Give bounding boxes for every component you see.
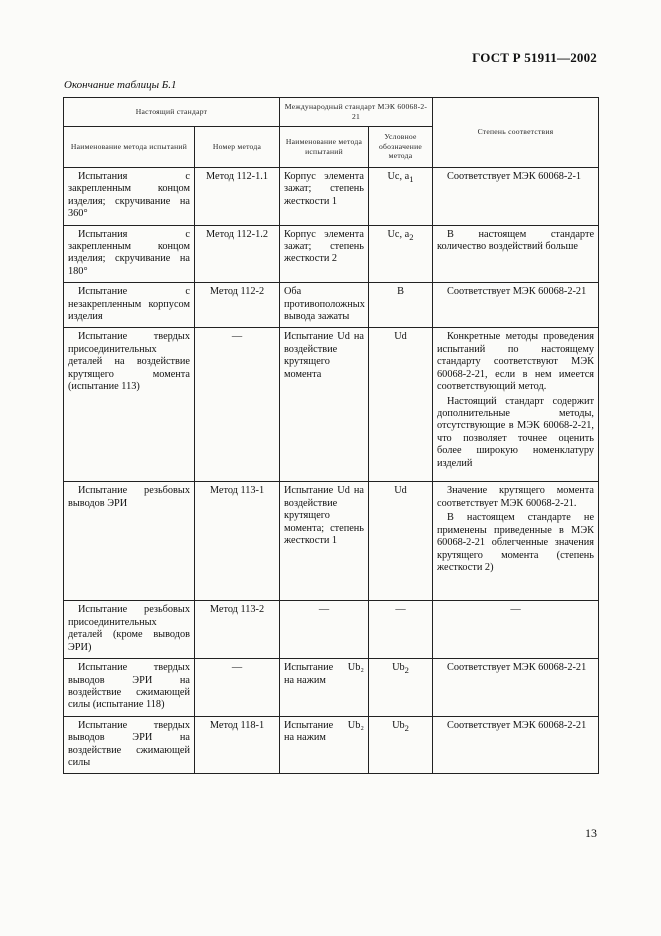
- correspondence-cell: [433, 283, 599, 328]
- method-symbol-cell: [369, 225, 433, 283]
- method-name-cell: Испытание с незакрепленным корпусом изделия: [64, 283, 195, 328]
- correspondence-cell: [433, 482, 599, 601]
- method-symbol: Ud: [394, 331, 407, 343]
- iec-method-name-cell: —: [280, 601, 369, 659]
- correspondence-text: В настоящем стандарте количество воздействий больше: [437, 228, 595, 253]
- method-symbol: Ud: [394, 485, 407, 497]
- method-symbol: —: [395, 604, 406, 616]
- correspondence-text: Соответствует МЭК 60068-2-21: [447, 719, 587, 731]
- iec-method-name-cell: Испытание Ub₂ на нажим: [280, 716, 369, 774]
- table-row: [64, 283, 599, 328]
- method-symbol: Uc, a: [387, 171, 410, 182]
- method-symbol-subscript: 1: [409, 174, 414, 185]
- method-name-cell: Испытания с закрепленным концом изделия; скручивание на 360°: [64, 168, 195, 226]
- method-number-cell: Метод 113-2: [195, 601, 280, 659]
- table-row: [64, 168, 599, 226]
- comparison-table: [63, 97, 599, 774]
- correspondence-cell: [433, 328, 599, 482]
- iec-method-name-cell: Испытание Ud на воздействие крутящего момента: [280, 328, 369, 482]
- method-symbol-subscript: 2: [404, 665, 409, 676]
- method-name-cell: Испытание резьбовых выводов ЭРИ: [64, 482, 195, 601]
- page-number: 13: [585, 826, 597, 840]
- method-symbol: Uc, a: [387, 228, 410, 240]
- table-row: [64, 225, 599, 283]
- method-name-cell: Испытания с закрепленным концом изделия; скручивание на 180°: [64, 225, 195, 283]
- correspondence-text: Настоящий стандарт содержит дополнительные методы, отсутствующие в МЭК 60068-2-21, что позволяет точнее оценить более широкую номенклатуру изделий: [437, 395, 595, 469]
- method-symbol-cell: [369, 601, 433, 659]
- iec-method-name-cell: Корпус элемента зажат; степень жесткости 1: [280, 168, 369, 226]
- table-row: [64, 601, 599, 659]
- correspondence-text: Конкретные методы проведения испытаний по настоящему стандарту соответствуют МЭК 60068-2-21, если в нем имеется соответствующий метод.: [437, 331, 595, 393]
- correspondence-text: Соответствует МЭК 60068-2-21: [447, 662, 587, 674]
- table-caption: Окончание таблицы Б.1: [64, 79, 177, 91]
- method-symbol-cell: [369, 168, 433, 226]
- correspondence-cell: [433, 659, 599, 717]
- document-header: ГОСТ Р 51911—2002: [472, 50, 597, 65]
- method-name-cell: Испытание твердых присоединительных деталей на воздействие крутящего момента (испытание 113): [64, 328, 195, 482]
- method-symbol-cell: [369, 659, 433, 717]
- correspondence-text: Соответствует МЭК 60068-2-1: [447, 171, 582, 182]
- header-iec-method-name: Наименование метода испытаний: [280, 127, 369, 168]
- method-symbol-subscript: 2: [404, 722, 409, 733]
- method-number-cell: Метод 112-1.1: [195, 168, 280, 226]
- method-name-cell: Испытание твердых выводов ЭРИ на воздействие сжимающей силы (испытание 118): [64, 659, 195, 717]
- iec-method-name-cell: Испытание Ub₂ на нажим: [280, 659, 369, 717]
- iec-method-name-cell: Корпус элемента зажат; степень жесткости 2: [280, 225, 369, 283]
- table-row: [64, 482, 599, 601]
- table-row: [64, 659, 599, 717]
- table-row: [64, 716, 599, 774]
- method-symbol-subscript: 2: [409, 231, 414, 242]
- correspondence-text: Значение крутящего момента соответствует МЭК 60068-2-21.: [437, 485, 595, 509]
- method-number-cell: —: [195, 659, 280, 717]
- correspondence-cell: [433, 716, 599, 774]
- method-number-cell: Метод 118-1: [195, 716, 280, 774]
- method-number-cell: —: [195, 328, 280, 482]
- iec-method-name-cell: Испытание Ud на воздействие крутящего момента; степень жесткости 1: [280, 482, 369, 601]
- table-row: [64, 328, 599, 482]
- correspondence-text: Соответствует МЭК 60068-2-21: [447, 286, 587, 298]
- method-number-cell: Метод 112-2: [195, 283, 280, 328]
- method-symbol: B: [397, 286, 404, 298]
- correspondence-cell: [433, 168, 599, 226]
- correspondence-cell: [433, 225, 599, 283]
- method-name-cell: Испытание резьбовых присоединительных деталей (кроме выводов ЭРИ): [64, 601, 195, 659]
- method-symbol: Ub: [392, 662, 405, 674]
- iec-method-name-cell: Оба противоположных вывода зажаты: [280, 283, 369, 328]
- method-symbol-cell: [369, 482, 433, 601]
- header-correspondence: Степень соответствия: [433, 98, 599, 168]
- correspondence-text: —: [510, 604, 521, 616]
- method-number-cell: Метод 113-1: [195, 482, 280, 601]
- header-method-number: Номер метода: [195, 127, 280, 168]
- method-name-cell: Испытание твердых выводов ЭРИ на воздействие сжимающей силы: [64, 716, 195, 774]
- correspondence-cell: [433, 601, 599, 659]
- method-number-cell: Метод 112-1.2: [195, 225, 280, 283]
- header-international-standard: Международный стандарт МЭК 60068-2-21: [280, 98, 433, 127]
- method-symbol-cell: [369, 283, 433, 328]
- header-method-symbol: Условное обозначение метода: [369, 127, 433, 168]
- method-symbol-cell: [369, 328, 433, 482]
- method-symbol: Ub: [392, 719, 405, 731]
- header-method-name: Наименование метода испытаний: [64, 127, 195, 168]
- header-national-standard: Настоящий стандарт: [64, 98, 280, 127]
- correspondence-text: В настоящем стандарте не применены приведенные в МЭК 60068-2-21 облегченные значения крутящего момента (степень жесткости 2): [437, 512, 595, 573]
- method-symbol-cell: [369, 716, 433, 774]
